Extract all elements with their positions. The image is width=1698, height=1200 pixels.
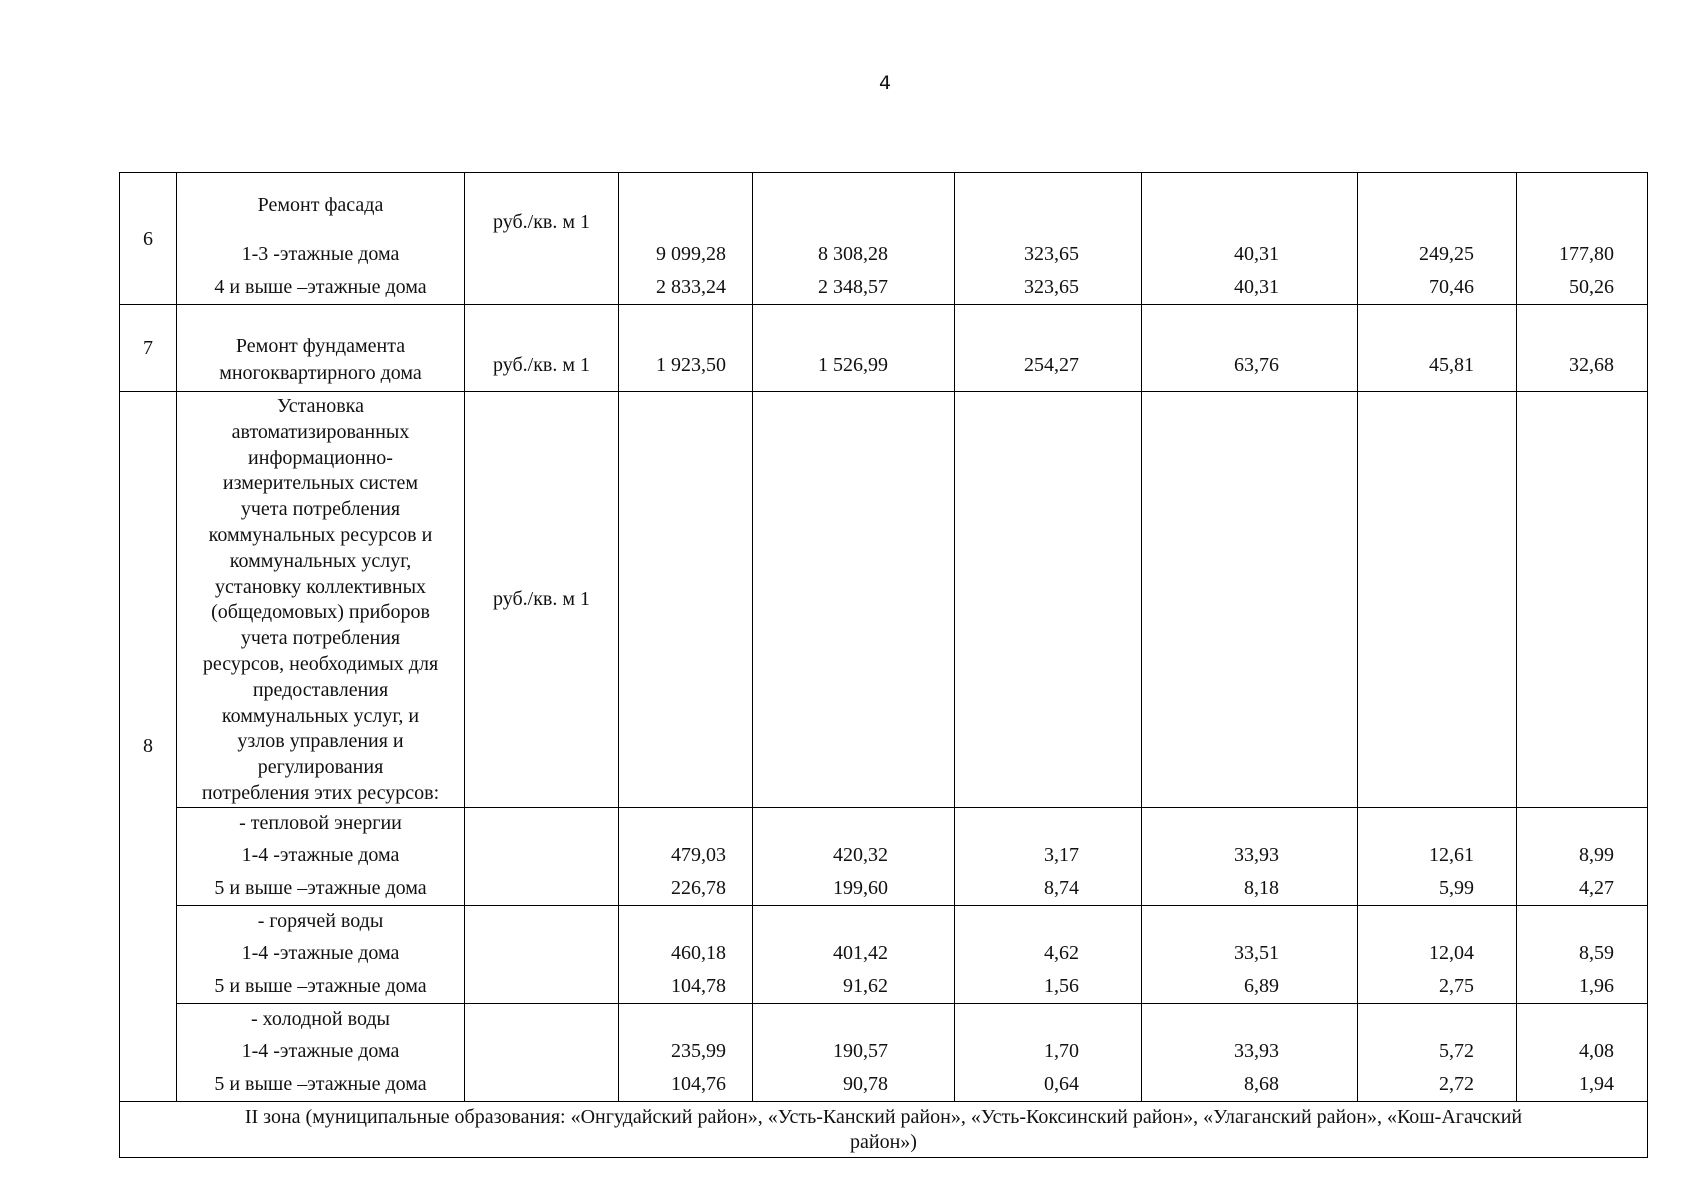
group-name: - тепловой энергии xyxy=(239,811,402,834)
sub-label: 1-4 -этажные дома xyxy=(241,843,400,866)
zone-row xyxy=(120,1101,1648,1157)
value-cell xyxy=(1358,392,1517,808)
value: 4,08 xyxy=(1579,1039,1614,1062)
value: 2 348,57 xyxy=(818,276,888,298)
value-cell xyxy=(1358,173,1517,305)
title-line: коммунальных ресурсов и xyxy=(208,523,433,546)
table-row-8 xyxy=(120,392,1648,808)
value: 8,18 xyxy=(1244,876,1279,899)
value: 8,74 xyxy=(1044,876,1079,899)
title-line: узлов управления и xyxy=(237,730,404,753)
value-cell xyxy=(1142,173,1358,305)
value-cell xyxy=(619,1003,753,1101)
title-line: ресурсов, необходимых для xyxy=(202,652,439,675)
title-line: учета потребления xyxy=(240,627,401,650)
value-cell xyxy=(955,392,1142,808)
value: 323,65 xyxy=(1024,243,1079,265)
value-cell xyxy=(619,905,753,1003)
value: 2,72 xyxy=(1439,1072,1474,1095)
value: 254,27 xyxy=(1024,354,1079,376)
value-cell xyxy=(955,807,1142,905)
value: 420,32 xyxy=(833,843,888,866)
value: 4,62 xyxy=(1044,941,1079,964)
value: 91,62 xyxy=(843,974,888,997)
tariff-table xyxy=(119,172,1648,1158)
value-cell xyxy=(1358,905,1517,1003)
sub-label: 1-4 -этажные дома xyxy=(241,1039,400,1062)
group-label-cell xyxy=(177,905,465,1003)
value: 1,96 xyxy=(1579,974,1614,997)
value-cell xyxy=(753,173,955,305)
table-row-7 xyxy=(120,305,1648,392)
group-name: - горячей воды xyxy=(257,909,384,932)
value: 235,99 xyxy=(671,1039,726,1062)
table-row-6 xyxy=(120,173,1648,305)
title-line: предоставления xyxy=(252,678,389,701)
value: 32,68 xyxy=(1569,354,1614,376)
value-cell xyxy=(1517,905,1648,1003)
title-line: (общедомовых) приборов xyxy=(211,601,430,624)
value: 177,80 xyxy=(1559,243,1614,265)
title-line: регулирования xyxy=(257,756,384,779)
value: 12,04 xyxy=(1429,941,1474,964)
value-cell xyxy=(1142,392,1358,808)
value: 70,46 xyxy=(1429,276,1474,298)
sub-label: 4 и выше –этажные дома xyxy=(214,276,427,298)
value: 50,26 xyxy=(1569,276,1614,298)
value: 190,57 xyxy=(833,1039,888,1062)
value: 40,31 xyxy=(1234,276,1279,298)
value-cell xyxy=(955,905,1142,1003)
value: 5,99 xyxy=(1439,876,1474,899)
value: 2 833,24 xyxy=(656,276,726,298)
unit-cell xyxy=(465,807,619,905)
row-number: 7 xyxy=(143,337,153,359)
value: 249,25 xyxy=(1419,243,1474,265)
title-line: коммунальных услуг, xyxy=(229,549,412,572)
value: 6,89 xyxy=(1244,974,1279,997)
value-cell xyxy=(619,392,753,808)
value-cell xyxy=(1142,305,1358,392)
value: 1,70 xyxy=(1044,1039,1079,1062)
value: 226,78 xyxy=(671,876,726,899)
sub-label: 1-3 -этажные дома xyxy=(241,243,400,265)
value: 2,75 xyxy=(1439,974,1474,997)
unit-cell xyxy=(465,1003,619,1101)
row-number-cell xyxy=(120,305,177,392)
value: 45,81 xyxy=(1429,354,1474,376)
row-title-cell xyxy=(177,305,465,392)
title-line: установку коллективных xyxy=(214,575,427,598)
row-title-cell xyxy=(177,392,465,808)
row-number: 8 xyxy=(120,392,177,1102)
value-cell xyxy=(619,807,753,905)
value-cell xyxy=(1142,807,1358,905)
value: 33,51 xyxy=(1234,941,1279,964)
sub-label: 5 и выше –этажные дома xyxy=(214,876,427,899)
value-cell xyxy=(619,173,753,305)
value-cell xyxy=(1358,1003,1517,1101)
value: 479,03 xyxy=(671,843,726,866)
unit-cell xyxy=(465,305,619,392)
value-cell xyxy=(1142,1003,1358,1101)
value: 8 308,28 xyxy=(818,243,888,265)
value: 460,18 xyxy=(671,941,726,964)
value-cell xyxy=(753,905,955,1003)
sub-label: 5 и выше –этажные дома xyxy=(214,974,427,997)
value: 8,99 xyxy=(1579,843,1614,866)
value: 1 526,99 xyxy=(818,354,888,376)
value: 0,64 xyxy=(1044,1072,1079,1095)
value: 33,93 xyxy=(1234,843,1279,866)
unit-label: руб./кв. м 1 xyxy=(492,354,591,376)
value: 401,42 xyxy=(833,941,888,964)
group-label-cell xyxy=(177,807,465,905)
value: 1,56 xyxy=(1044,974,1079,997)
value-cell xyxy=(753,1003,955,1101)
table-row-8-group xyxy=(120,807,1648,905)
value-cell xyxy=(1517,807,1648,905)
unit-label: руб./кв. м 1 xyxy=(492,211,591,233)
value: 199,60 xyxy=(833,876,888,899)
title-line: автоматизированных xyxy=(231,420,410,443)
zone-caption-line: район») xyxy=(850,1130,917,1153)
value: 9 099,28 xyxy=(656,243,726,265)
title-line: информационно- xyxy=(248,446,393,469)
value-cell xyxy=(1358,807,1517,905)
page-number: 4 xyxy=(878,72,892,94)
tariff-table-wrapper xyxy=(119,172,1648,1158)
value-cell xyxy=(1517,305,1648,392)
value-cell xyxy=(955,173,1142,305)
value: 5,72 xyxy=(1439,1039,1474,1062)
sub-label: 1-4 -этажные дома xyxy=(241,941,400,964)
value-cell xyxy=(1517,173,1648,305)
row-title xyxy=(177,392,464,807)
unit-cell xyxy=(465,905,619,1003)
value: 90,78 xyxy=(843,1072,888,1095)
value: 4,27 xyxy=(1579,876,1614,899)
value-cell xyxy=(619,305,753,392)
zone-caption-line: II зона (муниципальные образования: «Онгудайский район», «Усть-Канский район», «Усть-Коксинский район», «Улаганский район», «Кош-Агачский xyxy=(244,1105,1523,1128)
title-line: Установка xyxy=(277,395,364,417)
row-title-cell xyxy=(177,173,465,305)
value-cell xyxy=(1517,392,1648,808)
value: 104,76 xyxy=(671,1072,726,1095)
value-cell xyxy=(753,807,955,905)
value: 63,76 xyxy=(1234,354,1279,376)
title-line: измерительных систем xyxy=(222,472,419,495)
value-cell xyxy=(753,392,955,808)
table-row-8-group xyxy=(120,905,1648,1003)
value: 1 923,50 xyxy=(656,354,726,376)
value: 323,65 xyxy=(1024,276,1079,298)
row-title: Ремонт фасада xyxy=(257,194,384,216)
row-title-line: Ремонт фундамента xyxy=(235,335,406,357)
title-line: потребления этих ресурсов: xyxy=(201,781,440,804)
value: 104,78 xyxy=(671,974,726,997)
value-cell xyxy=(753,305,955,392)
value-cell xyxy=(1517,1003,1648,1101)
unit-label: руб./кв. м 1 xyxy=(465,392,619,808)
group-label-cell xyxy=(177,1003,465,1101)
zone-caption xyxy=(120,1101,1648,1157)
value: 1,94 xyxy=(1579,1072,1614,1095)
value: 12,61 xyxy=(1429,843,1474,866)
title-line: коммунальных услуг, и xyxy=(221,704,420,727)
value-cell xyxy=(1142,905,1358,1003)
sub-label: 5 и выше –этажные дома xyxy=(214,1072,427,1095)
value: 8,68 xyxy=(1244,1072,1279,1095)
value-cell xyxy=(1358,305,1517,392)
unit-cell xyxy=(465,173,619,305)
title-line: учета потребления xyxy=(240,498,401,521)
value: 8,59 xyxy=(1579,941,1614,964)
row-title-line: многоквартирного дома xyxy=(219,362,422,384)
value: 40,31 xyxy=(1234,243,1279,265)
value: 33,93 xyxy=(1234,1039,1279,1062)
value-cell xyxy=(955,1003,1142,1101)
value: 3,17 xyxy=(1044,843,1079,866)
table-row-8-group xyxy=(120,1003,1648,1101)
group-name: - холодной воды xyxy=(251,1007,390,1030)
row-number: 6 xyxy=(120,173,177,305)
value-cell xyxy=(955,305,1142,392)
